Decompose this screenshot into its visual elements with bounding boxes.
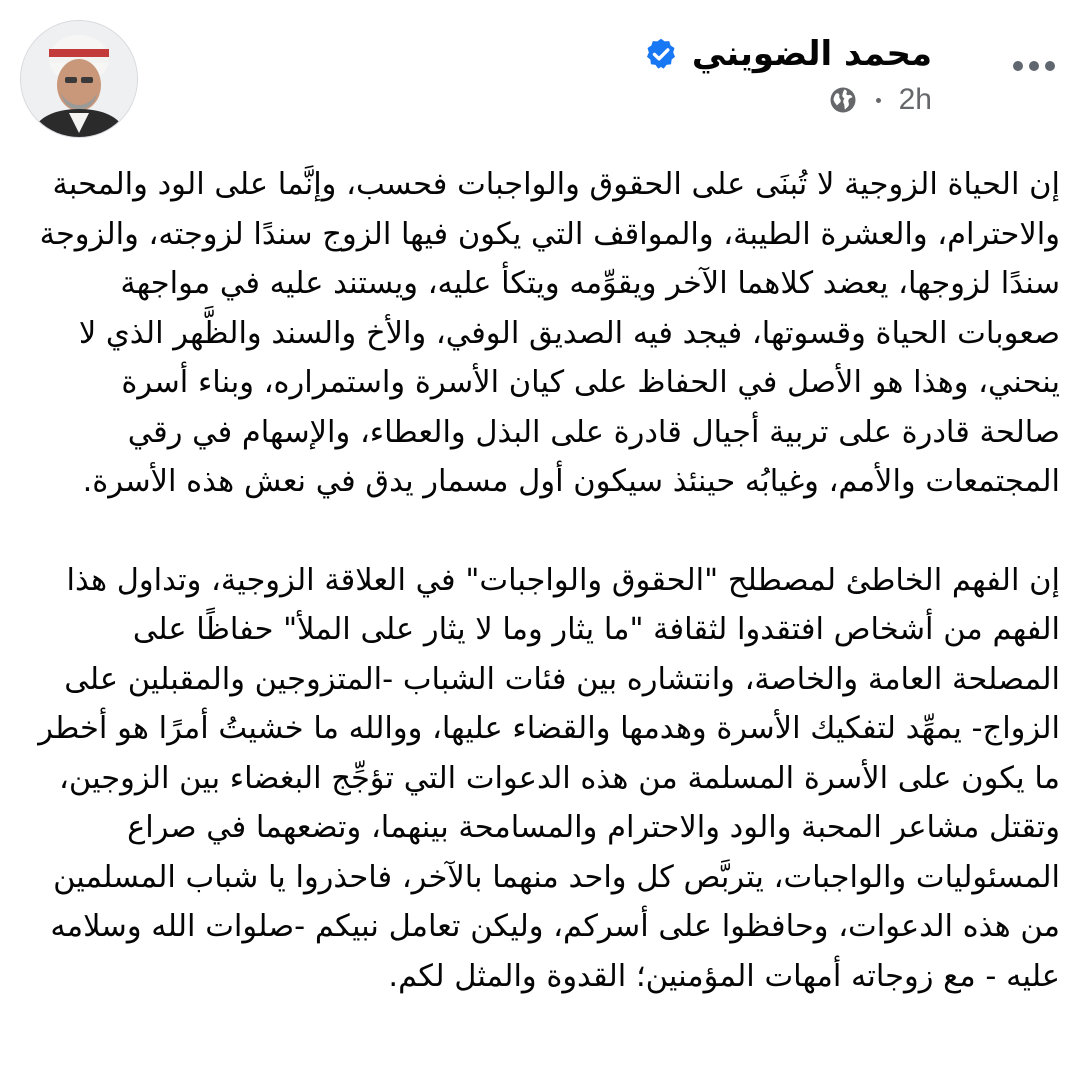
post-paragraph-1: إن الحياة الزوجية لا تُبنَى على الحقوق والواجبات فحسب، وإنَّما على الود والمحبة والاحترام، والعشرة الطيبة، والمواقف التي يكون فيها الزوج سندًا لزوجته، والزوجة سندًا لزوجها، يعضد كلاهما الآخر ويقوِّمه ويتكأ عليه، ويستند عليه في مواجهة صعوبات الحياة وقسوتها، فيجد فيه الصديق الوفي، والأخ والسند والظَّهر الذي لا ينحني، وهذا هو الأصل في الحفاظ على كيان الأسرة واستمراره، وبناء أسرة صالحة قادرة على تربية أجيال قادرة على البذل والعطاء، والإسهام في رقي المجتمعات والأمم، وغيابُه حينئذ سيكون أول مسمار يدق في نعش هذه الأسرة. — [39, 167, 1060, 499]
avatar[interactable] — [20, 20, 138, 138]
post-timestamp[interactable]: 2h — [898, 83, 932, 116]
author-name[interactable]: محمد الضويني — [691, 34, 932, 74]
author-block — [332, 28, 932, 128]
more-options-button[interactable] — [1006, 50, 1062, 82]
more-options-icon — [1045, 61, 1055, 71]
post-meta — [828, 80, 932, 120]
post-paragraph-2: إن الفهم الخاطئ لمصطلح "الحقوق والواجبات" في العلاقة الزوجية، وتداول هذا الفهم من أشخاص افتقدوا لثقافة "ما يثار وما لا يثار على الملأ" حفاظًا على المصلحة العامة والخاصة، وانتشاره بين فئات الشباب -المتزوجين والمقبلين على الزواج- يمهِّد لتفكيك الأسرة وهدمها والقضاء عليها، ووالله ما خشيتُ أمرًا هو أخطر ما يكون على الأسرة المسلمة من هذه الدعوات التي تؤجِّج البغضاء بين الزوجين، وتقتل مشاعر المحبة والود والاحترام والمسامحة بينهما، وتضعهما في صراع المسئوليات والواجبات، يتربَّص كل واحد منهما بالآخر، فاحذروا يا شباب المسلمين من هذه الدعوات، وحافظوا على أسركم، وليكن تعامل نبيكم -صلوات الله وسلامه عليه - مع زوجاته أمهات المؤمنين؛ القدوة والمثل لكم. — [38, 562, 1060, 994]
post-body — [32, 160, 1060, 1001]
avatar-portrait — [21, 21, 137, 137]
globe-icon[interactable] — [828, 85, 858, 115]
separator-dot — [876, 98, 881, 103]
post-header — [0, 0, 1080, 150]
more-options-icon — [1013, 61, 1023, 71]
author-row — [644, 30, 932, 78]
verified-badge-icon — [644, 37, 678, 71]
more-options-icon — [1029, 61, 1039, 71]
